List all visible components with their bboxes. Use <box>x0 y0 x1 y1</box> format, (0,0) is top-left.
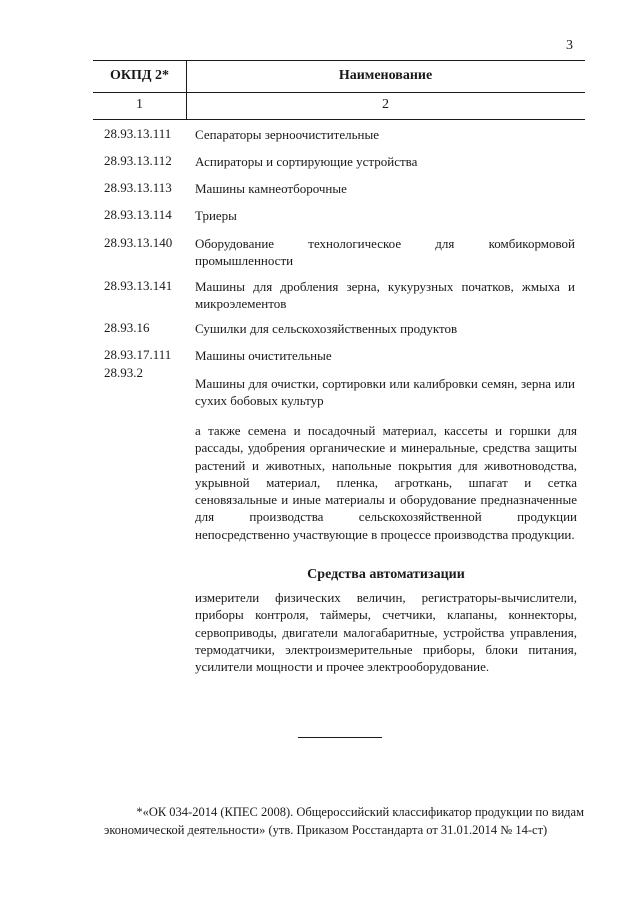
additional-items-paragraph: а также семена и посадочный материал, кассеты и горшки для рассады, удобрения органические и минеральные, средства защиты растений и животных, напольные покрытия для животноводства, укрывной материал, пленка, агроткань, шпагат и сетка сеновязальные и иные материалы и оборудование предназначенные для производства сельскохозяйственной продукции непосредственно участвующие в процессе производства продукции. <box>195 423 577 542</box>
page-number: 3 <box>566 38 573 53</box>
column-number-1: 1 <box>136 97 143 112</box>
header-code: ОКПД 2* <box>109 68 170 83</box>
header-name: Наименование <box>338 68 433 83</box>
table-top-border <box>93 60 585 61</box>
row-name: Оборудование технологическое для комбикормовой промышленности <box>195 236 575 268</box>
row-name: Машины для очистки, сортировки или калибровки семян, зерна или сухих бобовых культур <box>195 376 575 408</box>
table-numbers-divider <box>93 119 585 120</box>
row-code: 28.93.16 <box>104 320 150 335</box>
row-code: 28.93.2 <box>104 365 143 380</box>
row-name: Машины очистительные <box>195 348 332 363</box>
row-code: 28.93.13.112 <box>104 153 172 168</box>
row-name: Сепараторы зерноочистительные <box>195 127 380 142</box>
row-code: 28.93.13.141 <box>104 278 173 293</box>
column-number-2: 2 <box>382 97 389 112</box>
row-code: 28.93.13.111 <box>104 126 172 141</box>
table-header-divider <box>93 92 585 93</box>
footnote-line-1: *«ОК 034-2014 (КПЕС 2008). Общероссийский классификатор продукции по видам <box>136 805 584 819</box>
footnote-separator <box>298 737 382 738</box>
footnote <box>104 803 584 839</box>
row-name: Сушилки для сельскохозяйственных продуктов <box>195 321 458 336</box>
row-code: 28.93.13.140 <box>104 235 173 250</box>
automation-paragraph: измерители физических величин, регистраторы-вычислители, приборы контроля, таймеры, счетчики, клапаны, коннекторы, сервоприводы, двигатели малогабаритные, устройства управления, термодатчики, электроизмерительные приборы, блоки питания, усилители мощности и прочее электрооборудование. <box>195 590 577 675</box>
row-code: 28.93.13.114 <box>104 207 172 222</box>
row-name: Триеры <box>195 208 237 223</box>
automation-heading: Средства автоматизации <box>307 567 465 582</box>
row-name: Машины для дробления зерна, кукурузных початков, жмыха и микроэлементов <box>195 279 575 311</box>
row-name: Аспираторы и сортирующие устройства <box>195 154 418 169</box>
row-name: Машины камнеотборочные <box>195 181 347 196</box>
row-code: 28.93.17.111 <box>104 347 172 362</box>
footnote-line-2: экономической деятельности» (утв. Приказом Росстандарта от 31.01.2014 № 14-ст) <box>104 823 548 837</box>
row-code: 28.93.13.113 <box>104 180 172 195</box>
